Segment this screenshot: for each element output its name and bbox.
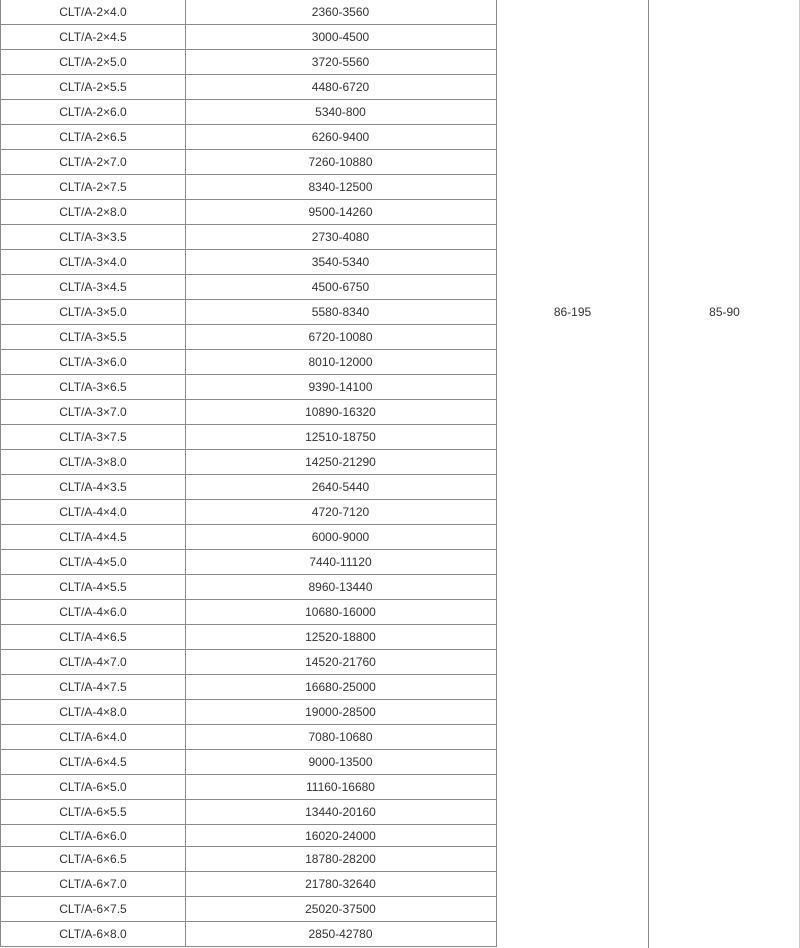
model-cell: CLT/A-3×6.5 bbox=[1, 375, 185, 400]
range-cell: 2640-5440 bbox=[185, 475, 496, 500]
model-cell: CLT/A-3×7.5 bbox=[1, 425, 185, 450]
range-cell: 6000-9000 bbox=[185, 525, 496, 550]
model-column bbox=[0, 0, 186, 947]
range-cell: 9390-14100 bbox=[185, 375, 496, 400]
range-cell: 9500-14260 bbox=[185, 200, 496, 225]
range-column bbox=[185, 0, 497, 947]
model-cell: CLT/A-4×4.0 bbox=[1, 500, 185, 525]
model-cell: CLT/A-4×4.5 bbox=[1, 525, 185, 550]
model-cell: CLT/A-6×4.0 bbox=[1, 725, 185, 750]
merged-column-4 bbox=[649, 0, 800, 948]
model-cell: CLT/A-2×5.5 bbox=[1, 75, 185, 100]
range-cell: 25020-37500 bbox=[185, 897, 496, 922]
range-cell: 4720-7120 bbox=[185, 500, 496, 525]
range-cell: 8010-12000 bbox=[185, 350, 496, 375]
range-cell: 16020-24000 bbox=[185, 825, 496, 847]
range-cell: 6720-10080 bbox=[185, 325, 496, 350]
range-cell: 12520-18800 bbox=[185, 625, 496, 650]
range-cell: 13440-20160 bbox=[185, 800, 496, 825]
model-cell: CLT/A-3×4.0 bbox=[1, 250, 185, 275]
model-cell: CLT/A-3×7.0 bbox=[1, 400, 185, 425]
range-cell: 21780-32640 bbox=[185, 872, 496, 897]
model-cell: CLT/A-2×7.5 bbox=[1, 175, 185, 200]
model-cell: CLT/A-2×5.0 bbox=[1, 50, 185, 75]
range-cell: 7260-10880 bbox=[185, 150, 496, 175]
range-cell: 2850-42780 bbox=[185, 922, 496, 947]
model-cell: CLT/A-3×8.0 bbox=[1, 450, 185, 475]
model-cell: CLT/A-3×5.5 bbox=[1, 325, 185, 350]
model-cell: CLT/A-4×6.5 bbox=[1, 625, 185, 650]
range-cell: 10890-16320 bbox=[185, 400, 496, 425]
model-cell: CLT/A-6×5.5 bbox=[1, 800, 185, 825]
range-cell: 14250-21290 bbox=[185, 450, 496, 475]
range-cell: 6260-9400 bbox=[185, 125, 496, 150]
model-cell: CLT/A-2×6.0 bbox=[1, 100, 185, 125]
model-cell: CLT/A-4×7.0 bbox=[1, 650, 185, 675]
range-cell: 16680-25000 bbox=[185, 675, 496, 700]
range-cell: 12510-18750 bbox=[185, 425, 496, 450]
model-cell: CLT/A-2×4.0 bbox=[1, 0, 185, 25]
range-cell: 4500-6750 bbox=[185, 275, 496, 300]
model-cell: CLT/A-2×4.5 bbox=[1, 25, 185, 50]
range-cell: 5340-800 bbox=[185, 100, 496, 125]
range-cell: 14520-21760 bbox=[185, 650, 496, 675]
range-cell: 2360-3560 bbox=[185, 0, 496, 25]
range-cell: 3540-5340 bbox=[185, 250, 496, 275]
range-cell: 18780-28200 bbox=[185, 847, 496, 872]
range-cell: 11160-16680 bbox=[185, 775, 496, 800]
range-cell: 7440-11120 bbox=[185, 550, 496, 575]
range-cell: 8340-12500 bbox=[185, 175, 496, 200]
range-cell: 10680-16000 bbox=[185, 600, 496, 625]
model-cell: CLT/A-3×5.0 bbox=[1, 300, 185, 325]
model-cell: CLT/A-6×5.0 bbox=[1, 775, 185, 800]
range-cell: 3000-4500 bbox=[185, 25, 496, 50]
range-cell: 4480-6720 bbox=[185, 75, 496, 100]
range-cell: 9000-13500 bbox=[185, 750, 496, 775]
range-cell: 19000-28500 bbox=[185, 700, 496, 725]
model-cell: CLT/A-2×6.5 bbox=[1, 125, 185, 150]
range-cell: 2730-4080 bbox=[185, 225, 496, 250]
model-cell: CLT/A-2×8.0 bbox=[1, 200, 185, 225]
merged-column-3 bbox=[497, 0, 649, 846]
model-cell: CLT/A-3×3.5 bbox=[1, 225, 185, 250]
model-cell: CLT/A-6×6.5 bbox=[1, 847, 185, 872]
range-cell: 7080-10680 bbox=[185, 725, 496, 750]
range-cell: 3720-5560 bbox=[185, 50, 496, 75]
model-cell: CLT/A-6×6.0 bbox=[1, 825, 185, 847]
model-cell: CLT/A-4×7.5 bbox=[1, 675, 185, 700]
merged-value-4: 85-90 bbox=[709, 305, 740, 319]
model-cell: CLT/A-6×7.5 bbox=[1, 897, 185, 922]
model-cell: CLT/A-6×8.0 bbox=[1, 922, 185, 947]
range-cell: 8960-13440 bbox=[185, 575, 496, 600]
model-cell: CLT/A-4×6.0 bbox=[1, 600, 185, 625]
model-cell: CLT/A-4×5.5 bbox=[1, 575, 185, 600]
merged-value-3: 86-195 bbox=[553, 305, 592, 319]
model-cell: CLT/A-6×7.0 bbox=[1, 872, 185, 897]
model-cell: CLT/A-3×4.5 bbox=[1, 275, 185, 300]
model-cell: CLT/A-4×5.0 bbox=[1, 550, 185, 575]
model-cell: CLT/A-4×8.0 bbox=[1, 700, 185, 725]
model-cell: CLT/A-4×3.5 bbox=[1, 475, 185, 500]
model-cell: CLT/A-3×6.0 bbox=[1, 350, 185, 375]
model-cell: CLT/A-2×7.0 bbox=[1, 150, 185, 175]
model-cell: CLT/A-6×4.5 bbox=[1, 750, 185, 775]
range-cell: 5580-8340 bbox=[185, 300, 496, 325]
merged-column-3-lower bbox=[497, 846, 649, 948]
